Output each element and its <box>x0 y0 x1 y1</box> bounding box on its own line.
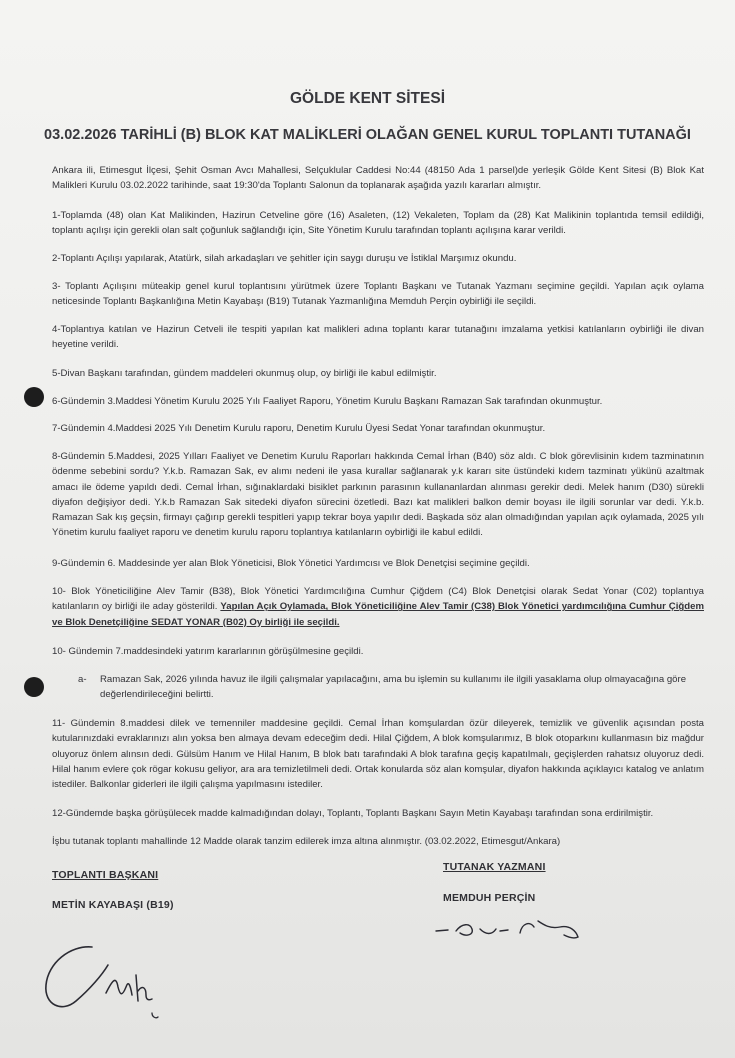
closing-statement: İşbu tutanak toplantı mahallinde 12 Madde olarak tanzim edilerek imza altına alınmıştır. (03.02.2022, Etimesgut/Ankara) <box>52 836 561 847</box>
secretary-name: MEMDUH PERÇİN <box>443 892 536 904</box>
document-title: 03.02.2026 TARİHLİ (B) BLOK KAT MALİKLERİ OLAĞAN GENEL KURUL TOPLANTI TUTANAĞI <box>44 127 691 143</box>
item-1: 1-Toplamda (48) olan Kat Malikinden, Hazirun Cetveline göre (16) Asaleten, (12) Vekaleten, Toplam da (28) Kat Malikinin toplantıda temsil edildiği, toplantı açılışı için gerekli olan salt çoğunluk sağlandığı için, Site Yönetim Kurulu tarafından toplantı açılışına karar verildi. <box>52 210 704 237</box>
item-12: 12-Gündemde başka görüşülecek madde kalmadığından dolayı, Toplantı, Toplantı Başkanı Sayın Metin Kayabaşı tarafından sona erdirilmiştir. <box>52 808 654 819</box>
intro-paragraph: Ankara ili, Etimesgut İlçesi, Şehit Osman Avcı Mahallesi, Selçuklular Caddesi No:44 (48150 Ada 1 parsel)de yerleşik Gölde Kent Sitesi (B) Blok Kat Malikleri Kurulu 03.02.2022 tarihinde, saat 19:30'da Toplantı Salonun da toplanarak aşağıda yazılı kararları almıştır. <box>52 165 704 192</box>
item-9: 9-Gündemin 6. Maddesinde yer alan Blok Yöneticisi, Blok Yönetici Yardımcısı ve Blok Denetçisi seçimine geçildi. <box>52 558 530 569</box>
item-3: 3- Toplantı Açılışını müteakip genel kurul toplantısını yürütmek üzere Toplantı Başkanı ve Tutanak Yazmanı seçimine geçildi. Yapılan açık oylama neticesinde Toplantı Başkanlığına Metin Kayabaşı (B19) Tutanak Yazmanlığına Memduh Perçin oybirliği ile seçildi. <box>52 281 704 308</box>
item-8: 8-Gündemin 5.Maddesi, 2025 Yılları Faaliyet ve Denetim Kurulu Raporları hakkında Cemal İrhan (B40) söz aldı. C blok görevlisinin kıdem tazminatının ödenme sebebini sordu? Y.k.b. Ramazan Sak, ev alımı nedeni ile yasa kurallar sağlanarak y.k kararı site üstündeki kıdem tazminatı yükünü azaltmak amacı ile ödeme yapıldı dedi. Cemal İrhan, sığınaklardaki bisiklet parkının parasının kullananlardan alınması gerekir dedi. Melek hanım (D30) sürekli diyafon değişiyor dedi. Y.k.b Ramazan Sak sitedeki diyafon sürecini özetledi. Bazı kat malikleri balkon demir boyası ile ilgili sorunlar var dedi. Y.k.b. Ramazan Sak kış geçsin, firmayı çağırıp gerekli tespitleri yapıp tekrar boya yapılır dedi. Başkada söz alan olmadığından yapılan açık oylamada, 2025 yılı Yönetim kurulu faaliyet raporu ve denetim kurulu raporu toplantıya katılanların oybirliği ile kabul edildi. <box>52 451 704 539</box>
chair-signature <box>40 935 180 1025</box>
item-10b: 10- Gündemin 7.maddesindeki yatırım kararlarının görüşülmesine geçildi. <box>52 646 364 657</box>
item-7: 7-Gündemin 4.Maddesi 2025 Yılı Denetim Kurulu raporu, Denetim Kurulu Üyesi Sedat Yonar tarafından okunmuştur. <box>52 423 546 434</box>
chair-title: TOPLANTI BAŞKANI <box>52 869 159 881</box>
punch-hole-top <box>24 387 44 407</box>
item-4: 4-Toplantıya katılan ve Hazirun Cetveli ile tespiti yapılan kat malikleri adına toplantı karar tutanağını imzalama yetkisi katılanların oybirliği ile divan heyetine verildi. <box>52 324 704 351</box>
item-2: 2-Toplantı Açılışı yapılarak, Atatürk, silah arkadaşları ve şehitler için saygı duruşu ve İstiklal Marşımız okundu. <box>52 253 517 264</box>
secretary-signature <box>430 915 590 945</box>
item-10a-marker: a- <box>78 674 87 685</box>
item-10-decision: Yapılan Açık Oylamada, Blok Yöneticiliğine Alev Tamir (C38) Blok Yönetici yardımcılığına Cumhur Çiğdem ve Blok Denetçiliğine SEDAT YONAR (B02) Oy birliği ile seçildi. <box>52 601 704 628</box>
item-10 <box>52 584 704 630</box>
chair-name: METİN KAYABAŞI (B19) <box>52 899 174 911</box>
item-10a <box>78 672 704 703</box>
item-5: 5-Divan Başkanı tarafından, gündem maddeleri okunmuş olup, oy birliği ile kabul edilmiştir. <box>52 368 437 379</box>
secretary-title: TUTANAK YAZMANI <box>443 861 546 873</box>
item-6: 6-Gündemin 3.Maddesi Yönetim Kurulu 2025 Yılı Faaliyet Raporu, Yönetim Kurulu Başkanı Ramazan Sak tarafından okunmuştur. <box>52 396 603 407</box>
item-11: 11- Gündemin 8.maddesi dilek ve temenniler maddesine geçildi. Cemal İrhan komşulardan özür dileyerek, temizlik ve güvenlik açısından posta kutularınızdaki evraklarınızı alın yoksa ben almaya devam edeceğim dedi. Hilal Çiğdem, A blok komşularımız, B blok otoparkını kullanmasın biz mağdur oluyoruz önlem alınsın dedi. Gülsüm Hanım ve Hilal Hanım, B blok batı tarafındaki A blok tarafına geçiş kapatılmalı, geçişlerden rahatsız oluyoruz dedi. Hilal hanım evlere çok rögar kokusu geliyor, ara ara temizletilmeli dedi. Ortak konularda söz alan komşular, diyafon hakkında açıklayıcı katalog ve anlatım istediler. Balkonlar giderleri ile ilgili çalışma yapılmasını istediler. <box>52 718 704 791</box>
item-10-text: 10- Blok Yöneticiliğine Alev Tamir (B38), Blok Yönetici Yardımcılığına Cumhur Çiğdem (C4) Blok Denetçisi olarak Sedat Yonar (C02) toplantıya katılanların oy birliği ile aday gösterildi. <box>52 586 704 613</box>
punch-hole-bottom <box>24 677 44 697</box>
item-10a-text: Ramazan Sak, 2026 yılında havuz ile ilgili çalışmalar yapılacağını, ama bu işlemin su kullanımı ile ilgili yasaklama olup olmayacağına göre değerlendirileceğini belirtti. <box>100 674 687 701</box>
site-title: GÖLDE KENT SİTESİ <box>289 90 445 107</box>
